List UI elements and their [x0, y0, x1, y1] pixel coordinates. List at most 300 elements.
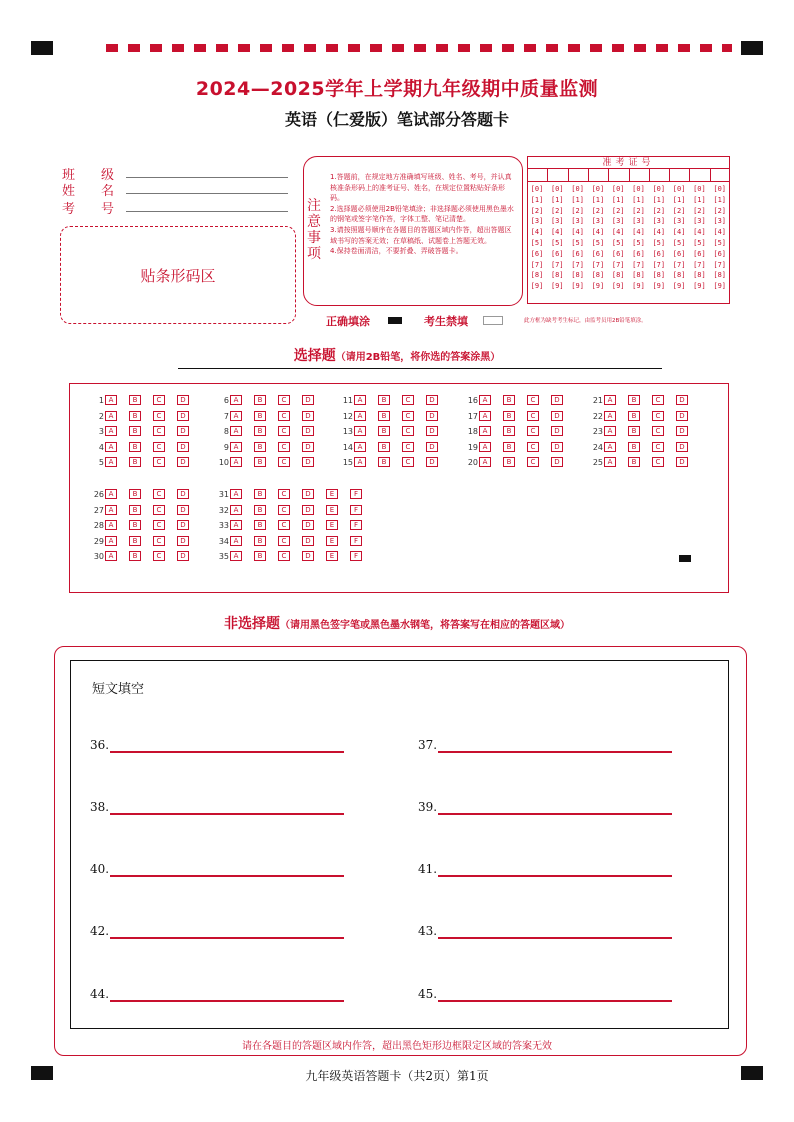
- answer-bubble[interactable]: C: [652, 411, 664, 421]
- answer-line: [438, 813, 672, 815]
- question-number: 19: [467, 442, 478, 452]
- answer-blank[interactable]: [90, 924, 109, 938]
- answer-bubble[interactable]: B: [129, 411, 141, 421]
- admission-digit-bubble[interactable]: [5]: [611, 238, 625, 247]
- answer-bubble[interactable]: B: [378, 457, 390, 467]
- answer-bubble[interactable]: D: [302, 426, 314, 436]
- answer-bubble[interactable]: A: [479, 411, 491, 421]
- answer-bubble[interactable]: E: [326, 489, 338, 499]
- answer-blank[interactable]: [90, 738, 109, 752]
- answer-bubble[interactable]: D: [302, 520, 314, 530]
- admission-column-divider: [689, 169, 690, 182]
- admission-digit-bubble[interactable]: [7]: [713, 260, 727, 269]
- nonchoice-instruction: （请用黑色签字笔或黑色墨水钢笔，将答案写在相应的答题区域）: [280, 620, 570, 631]
- admission-digit-bubble[interactable]: [1]: [571, 195, 584, 204]
- answer-bubble[interactable]: F: [350, 536, 362, 546]
- answer-bubble[interactable]: B: [254, 411, 266, 421]
- answer-bubble[interactable]: A: [230, 457, 242, 467]
- answer-bubble[interactable]: C: [402, 395, 414, 405]
- admission-digit-bubble[interactable]: [8]: [672, 271, 686, 280]
- answer-bubble[interactable]: C: [652, 442, 664, 452]
- admission-digit-bubble[interactable]: [4]: [530, 228, 544, 237]
- answer-bubble[interactable]: C: [402, 411, 414, 421]
- answer-bubble[interactable]: C: [153, 457, 165, 467]
- answer-bubble[interactable]: B: [378, 411, 390, 421]
- answer-bubble[interactable]: F: [350, 489, 362, 499]
- answer-bubble[interactable]: B: [628, 457, 640, 467]
- answer-bubble[interactable]: C: [153, 442, 165, 452]
- admission-digit-bubble[interactable]: [5]: [672, 238, 686, 247]
- blank-number: 39.: [418, 800, 438, 814]
- answer-bubble[interactable]: B: [378, 426, 390, 436]
- answer-bubble[interactable]: A: [230, 505, 242, 515]
- admission-digit-bubble[interactable]: [1]: [693, 195, 706, 204]
- admission-digit-bubble[interactable]: [4]: [652, 228, 666, 237]
- admission-digit-bubble[interactable]: [7]: [611, 260, 625, 269]
- answer-bubble[interactable]: C: [278, 442, 290, 452]
- answer-bubble[interactable]: C: [153, 426, 165, 436]
- answer-bubble[interactable]: D: [302, 442, 314, 452]
- answer-bubble[interactable]: D: [302, 505, 314, 515]
- admission-digit-bubble[interactable]: [5]: [713, 238, 727, 247]
- admission-digit-bubble[interactable]: [0]: [550, 185, 564, 193]
- admission-digit-bubble[interactable]: [6]: [632, 249, 645, 258]
- answer-bubble[interactable]: A: [230, 395, 242, 405]
- admission-digit-bubble[interactable]: [7]: [672, 260, 686, 269]
- answer-bubble[interactable]: B: [503, 426, 515, 436]
- admission-digit-bubble[interactable]: [3]: [632, 217, 645, 226]
- admission-digit-bubble[interactable]: [1]: [672, 195, 686, 204]
- exam-no-label: 考 号: [62, 202, 115, 217]
- answer-bubble[interactable]: C: [278, 489, 290, 499]
- answer-bubble[interactable]: B: [503, 411, 515, 421]
- admission-digit-bubble[interactable]: [0]: [652, 185, 666, 193]
- admission-digit-bubble[interactable]: [6]: [693, 249, 706, 258]
- admission-digit-bubble[interactable]: [5]: [693, 238, 706, 247]
- answer-bubble[interactable]: B: [254, 536, 266, 546]
- admission-digit-bubble[interactable]: [0]: [591, 185, 605, 193]
- question-number: 31: [218, 490, 229, 499]
- admission-digit-bubble[interactable]: [0]: [530, 185, 544, 193]
- admission-digit-bubble[interactable]: [7]: [652, 260, 666, 269]
- admission-digit-bubble[interactable]: [6]: [672, 249, 686, 258]
- admission-digit-bubble[interactable]: [4]: [693, 228, 706, 237]
- answer-bubble[interactable]: C: [652, 457, 664, 467]
- admission-digit-bubble[interactable]: [5]: [550, 238, 564, 247]
- answer-bubble[interactable]: C: [527, 442, 539, 452]
- answer-bubble[interactable]: B: [503, 442, 515, 452]
- admission-digit-bubble[interactable]: [1]: [713, 195, 727, 204]
- admission-digit-bubble[interactable]: [9]: [591, 282, 605, 291]
- answer-bubble[interactable]: D: [177, 489, 189, 499]
- admission-digit-bubble[interactable]: [6]: [611, 249, 625, 258]
- admission-digit-bubble[interactable]: [8]: [591, 271, 605, 280]
- answer-bubble[interactable]: B: [378, 395, 390, 405]
- answer-bubble[interactable]: A: [479, 395, 491, 405]
- admission-digit-bubble[interactable]: [2]: [713, 206, 727, 215]
- admission-digit-bubble[interactable]: [1]: [591, 195, 605, 204]
- answer-bubble[interactable]: A: [230, 489, 242, 499]
- question-number: 20: [467, 458, 478, 467]
- answer-bubble[interactable]: A: [354, 457, 366, 467]
- answer-bubble[interactable]: E: [326, 551, 338, 561]
- answer-bubble[interactable]: A: [230, 411, 242, 421]
- answer-bubble[interactable]: B: [628, 411, 640, 421]
- admission-digit-bubble[interactable]: [9]: [550, 282, 564, 291]
- question-number: 14: [342, 442, 353, 452]
- answer-bubble[interactable]: A: [604, 426, 616, 436]
- answer-bubble[interactable]: C: [652, 426, 664, 436]
- answer-bubble[interactable]: A: [354, 426, 366, 436]
- admission-digit-bubble[interactable]: [6]: [550, 249, 564, 258]
- admission-digit-bubble[interactable]: [1]: [652, 195, 666, 204]
- admission-digit-bubble[interactable]: [1]: [550, 195, 564, 204]
- admission-digit-bubble[interactable]: [2]: [693, 206, 706, 215]
- admission-digit-column: [588, 184, 608, 292]
- question-number: 33: [218, 521, 229, 530]
- answer-blank[interactable]: [90, 987, 109, 1001]
- answer-bubble[interactable]: D: [676, 395, 688, 405]
- answer-bubble[interactable]: B: [254, 457, 266, 467]
- answer-bubble[interactable]: D: [426, 426, 438, 436]
- notice-item: 4.保持卷面清洁，不要折叠、弄破答题卡。: [330, 247, 463, 256]
- answer-bubble[interactable]: D: [676, 411, 688, 421]
- answer-bubble[interactable]: A: [479, 457, 491, 467]
- answer-bubble[interactable]: E: [326, 505, 338, 515]
- admission-digit-bubble[interactable]: [0]: [632, 185, 645, 193]
- answer-blank[interactable]: [418, 987, 437, 1001]
- answer-bubble[interactable]: D: [177, 411, 189, 421]
- admission-digit-bubble[interactable]: [9]: [672, 282, 686, 291]
- nonchoice-section-title: [0, 613, 794, 633]
- admission-digit-bubble[interactable]: [4]: [571, 228, 584, 237]
- answer-bubble[interactable]: D: [302, 489, 314, 499]
- answer-bubble[interactable]: A: [479, 442, 491, 452]
- admission-digit-bubble[interactable]: [2]: [530, 206, 544, 215]
- admission-digit-bubble[interactable]: [6]: [530, 249, 544, 258]
- admission-digit-bubble[interactable]: [4]: [713, 228, 727, 237]
- answer-bubble[interactable]: C: [652, 395, 664, 405]
- admission-digit-bubble[interactable]: [3]: [591, 217, 605, 226]
- answer-bubble[interactable]: B: [254, 505, 266, 515]
- answer-bubble[interactable]: B: [254, 551, 266, 561]
- admission-digit-bubble[interactable]: [9]: [530, 282, 544, 291]
- answer-bubble[interactable]: F: [350, 520, 362, 530]
- answer-bubble[interactable]: A: [604, 395, 616, 405]
- answer-bubble[interactable]: D: [177, 426, 189, 436]
- answer-blank[interactable]: [418, 738, 437, 752]
- admission-digit-bubble[interactable]: [3]: [611, 217, 625, 226]
- answer-bubble[interactable]: B: [129, 536, 141, 546]
- admission-digit-bubble[interactable]: [9]: [693, 282, 706, 291]
- answer-bubble[interactable]: A: [105, 489, 117, 499]
- answer-bubble[interactable]: B: [129, 426, 141, 436]
- answer-bubble[interactable]: D: [551, 442, 563, 452]
- absent-mark-box[interactable]: [483, 316, 503, 325]
- admission-digit-bubble[interactable]: [9]: [571, 282, 584, 291]
- class-label: 班 级: [62, 168, 115, 183]
- admission-digit-bubble[interactable]: [6]: [571, 249, 584, 258]
- admission-digit-bubble[interactable]: [1]: [632, 195, 645, 204]
- answer-bubble[interactable]: B: [129, 505, 141, 515]
- admission-digit-bubble[interactable]: [7]: [632, 260, 645, 269]
- answer-bubble[interactable]: C: [153, 489, 165, 499]
- answer-bubble[interactable]: D: [426, 411, 438, 421]
- admission-digit-bubble[interactable]: [8]: [713, 271, 727, 280]
- admission-column-divider: [608, 169, 609, 182]
- answer-bubble[interactable]: B: [129, 489, 141, 499]
- answer-bubble[interactable]: D: [177, 442, 189, 452]
- admission-digit-bubble[interactable]: [4]: [550, 228, 564, 237]
- answer-blank[interactable]: [418, 924, 437, 938]
- admission-digit-bubble[interactable]: [3]: [530, 217, 544, 226]
- answer-bubble[interactable]: B: [254, 489, 266, 499]
- admission-digit-bubble[interactable]: [5]: [571, 238, 584, 247]
- answer-bubble[interactable]: D: [676, 442, 688, 452]
- answer-line: [438, 1000, 672, 1002]
- answer-bubble[interactable]: A: [604, 411, 616, 421]
- answer-bubble[interactable]: E: [326, 520, 338, 530]
- answer-bubble[interactable]: C: [527, 426, 539, 436]
- admission-digit-bubble[interactable]: [8]: [530, 271, 544, 280]
- answer-bubble[interactable]: C: [153, 551, 165, 561]
- answer-blank[interactable]: [90, 862, 109, 876]
- admission-digit-bubble[interactable]: [8]: [632, 271, 645, 280]
- admission-digit-bubble[interactable]: [7]: [550, 260, 564, 269]
- answer-blank[interactable]: [418, 800, 437, 814]
- admission-digit-bubble[interactable]: [6]: [591, 249, 605, 258]
- answer-bubble[interactable]: B: [378, 442, 390, 452]
- answer-bubble[interactable]: D: [426, 442, 438, 452]
- answer-bubble[interactable]: C: [153, 520, 165, 530]
- answer-bubble[interactable]: C: [278, 536, 290, 546]
- admission-digit-bubble[interactable]: [3]: [550, 217, 564, 226]
- answer-bubble[interactable]: C: [527, 411, 539, 421]
- answer-bubble[interactable]: D: [551, 411, 563, 421]
- admission-digit-bubble[interactable]: [6]: [713, 249, 727, 258]
- question-number: 5: [98, 458, 104, 467]
- answer-bubble[interactable]: A: [230, 426, 242, 436]
- admission-digit-column: [608, 184, 628, 292]
- answer-line: [110, 1000, 344, 1002]
- answer-bubble[interactable]: B: [628, 395, 640, 405]
- answer-bubble[interactable]: B: [129, 395, 141, 405]
- admission-digit-bubble[interactable]: [0]: [693, 185, 706, 193]
- answer-bubble[interactable]: D: [302, 457, 314, 467]
- admission-digit-bubble[interactable]: [4]: [632, 228, 645, 237]
- question-number: 10: [218, 458, 229, 467]
- admission-digit-bubble[interactable]: [0]: [672, 185, 686, 193]
- admission-digit-bubble[interactable]: [2]: [591, 206, 605, 215]
- admission-digit-bubble[interactable]: [5]: [530, 238, 544, 247]
- admission-digit-bubble[interactable]: [0]: [713, 185, 727, 193]
- answer-bubble[interactable]: C: [278, 520, 290, 530]
- answer-bubble[interactable]: C: [278, 505, 290, 515]
- answer-bubble[interactable]: A: [479, 426, 491, 436]
- admission-digit-bubble[interactable]: [0]: [571, 185, 584, 193]
- admission-digit-bubble[interactable]: [1]: [611, 195, 625, 204]
- admission-digit-bubble[interactable]: [9]: [611, 282, 625, 291]
- admission-digit-bubble[interactable]: [9]: [632, 282, 645, 291]
- answer-bubble[interactable]: D: [302, 395, 314, 405]
- answer-bubble[interactable]: D: [177, 536, 189, 546]
- answer-bubble[interactable]: B: [503, 457, 515, 467]
- answer-blank[interactable]: [418, 862, 437, 876]
- answer-bubble[interactable]: D: [551, 395, 563, 405]
- question-number: 16: [467, 396, 478, 405]
- admission-digit-bubble[interactable]: [2]: [550, 206, 564, 215]
- admission-digit-bubble[interactable]: [2]: [632, 206, 645, 215]
- admission-digit-bubble[interactable]: [2]: [652, 206, 666, 215]
- answer-bubble[interactable]: A: [354, 442, 366, 452]
- answer-bubble[interactable]: B: [254, 426, 266, 436]
- answer-bubble[interactable]: C: [402, 457, 414, 467]
- admission-digit-bubble[interactable]: [3]: [652, 217, 666, 226]
- answer-bubble[interactable]: A: [230, 551, 242, 561]
- admission-digit-bubble[interactable]: [6]: [652, 249, 666, 258]
- answer-bubble[interactable]: C: [153, 536, 165, 546]
- blank-number: 42.: [90, 924, 110, 938]
- admission-digit-column: [710, 184, 730, 292]
- answer-bubble[interactable]: A: [105, 426, 117, 436]
- answer-blank[interactable]: [90, 800, 109, 814]
- answer-bubble[interactable]: C: [278, 551, 290, 561]
- answer-bubble[interactable]: A: [354, 411, 366, 421]
- answer-bubble[interactable]: A: [105, 505, 117, 515]
- admission-digit-bubble[interactable]: [8]: [550, 271, 564, 280]
- answer-bubble[interactable]: C: [278, 426, 290, 436]
- answer-bubble[interactable]: B: [254, 520, 266, 530]
- answer-bubble[interactable]: C: [402, 442, 414, 452]
- answer-bubble[interactable]: B: [503, 395, 515, 405]
- admission-digit-bubble[interactable]: [3]: [693, 217, 706, 226]
- answer-bubble[interactable]: A: [604, 442, 616, 452]
- admission-digit-bubble[interactable]: [7]: [530, 260, 544, 269]
- answer-bubble[interactable]: D: [177, 520, 189, 530]
- answer-bubble[interactable]: C: [278, 395, 290, 405]
- admission-digit-bubble[interactable]: [5]: [652, 238, 666, 247]
- answer-bubble[interactable]: A: [105, 536, 117, 546]
- admission-digit-bubble[interactable]: [7]: [693, 260, 706, 269]
- answer-bubble[interactable]: B: [129, 442, 141, 452]
- admission-digit-bubble[interactable]: [4]: [672, 228, 686, 237]
- answer-bubble[interactable]: D: [551, 457, 563, 467]
- admission-digit-bubble[interactable]: [5]: [632, 238, 645, 247]
- admission-digit-bubble[interactable]: [3]: [672, 217, 686, 226]
- answer-bubble[interactable]: A: [230, 520, 242, 530]
- admission-digit-bubble[interactable]: [4]: [611, 228, 625, 237]
- answer-bubble[interactable]: D: [302, 551, 314, 561]
- answer-bubble[interactable]: D: [177, 505, 189, 515]
- admission-digit-bubble[interactable]: [1]: [530, 195, 544, 204]
- answer-bubble[interactable]: D: [302, 411, 314, 421]
- admission-digit-bubble[interactable]: [2]: [672, 206, 686, 215]
- question-number: 13: [342, 427, 353, 436]
- answer-bubble[interactable]: D: [551, 426, 563, 436]
- admission-digit-bubble[interactable]: [2]: [611, 206, 625, 215]
- admission-digit-bubble[interactable]: [5]: [591, 238, 605, 247]
- admission-digit-column: [629, 184, 649, 292]
- answer-bubble[interactable]: A: [105, 395, 117, 405]
- answer-bubble[interactable]: A: [354, 395, 366, 405]
- answer-bubble[interactable]: F: [350, 505, 362, 515]
- question-number: 15: [342, 458, 353, 467]
- notice-text: [330, 172, 518, 257]
- answer-bubble[interactable]: B: [628, 442, 640, 452]
- admission-digit-bubble[interactable]: [8]: [571, 271, 584, 280]
- blank-number: 37.: [418, 738, 438, 752]
- admission-digit-bubble[interactable]: [7]: [591, 260, 605, 269]
- admission-digit-bubble[interactable]: [0]: [611, 185, 625, 193]
- admission-digit-bubble[interactable]: [8]: [611, 271, 625, 280]
- exam-no-field[interactable]: [62, 198, 124, 217]
- answer-bubble[interactable]: B: [129, 551, 141, 561]
- answer-bubble[interactable]: F: [350, 551, 362, 561]
- admission-digit-bubble[interactable]: [8]: [652, 271, 666, 280]
- admission-digit-column: [527, 184, 547, 292]
- answer-bubble[interactable]: C: [278, 457, 290, 467]
- answer-bubble[interactable]: C: [402, 426, 414, 436]
- answer-bubble[interactable]: D: [676, 426, 688, 436]
- admission-digit-bubble[interactable]: [9]: [713, 282, 727, 291]
- answer-bubble[interactable]: A: [105, 411, 117, 421]
- admission-column-divider: [547, 169, 548, 182]
- answer-bubble[interactable]: D: [177, 395, 189, 405]
- admission-digit-bubble[interactable]: [7]: [571, 260, 584, 269]
- answer-bubble[interactable]: D: [177, 551, 189, 561]
- answer-bubble[interactable]: C: [153, 395, 165, 405]
- answer-bubble[interactable]: D: [177, 457, 189, 467]
- answer-bubble[interactable]: D: [426, 395, 438, 405]
- answer-bubble[interactable]: A: [105, 457, 117, 467]
- name-field[interactable]: [62, 180, 124, 199]
- question-number: 22: [592, 411, 603, 421]
- answer-bubble[interactable]: A: [230, 536, 242, 546]
- blank-number: 44.: [90, 987, 110, 1001]
- answer-bubble[interactable]: B: [129, 520, 141, 530]
- answer-bubble[interactable]: A: [105, 442, 117, 452]
- answer-bubble[interactable]: C: [527, 457, 539, 467]
- answer-bubble[interactable]: A: [105, 520, 117, 530]
- answer-bubble[interactable]: D: [426, 457, 438, 467]
- positioning-block: [679, 555, 691, 562]
- question-number: 35: [218, 552, 229, 561]
- answer-bubble[interactable]: C: [153, 505, 165, 515]
- answer-line: [110, 875, 344, 877]
- admission-digit-bubble[interactable]: [8]: [693, 271, 706, 280]
- answer-bubble[interactable]: A: [604, 457, 616, 467]
- answer-bubble[interactable]: B: [628, 426, 640, 436]
- answer-bubble[interactable]: D: [676, 457, 688, 467]
- answer-bubble[interactable]: B: [254, 442, 266, 452]
- answer-bubble[interactable]: C: [153, 411, 165, 421]
- answer-line: [438, 875, 672, 877]
- answer-bubble[interactable]: D: [302, 536, 314, 546]
- answer-bubble[interactable]: B: [129, 457, 141, 467]
- answer-bubble[interactable]: E: [326, 536, 338, 546]
- answer-bubble[interactable]: C: [527, 395, 539, 405]
- answer-bubble[interactable]: C: [278, 411, 290, 421]
- answer-bubble[interactable]: A: [230, 442, 242, 452]
- admission-digit-bubble[interactable]: [9]: [652, 282, 666, 291]
- admission-digit-bubble[interactable]: [2]: [571, 206, 584, 215]
- answer-bubble[interactable]: A: [105, 551, 117, 561]
- answer-bubble[interactable]: B: [254, 395, 266, 405]
- admission-digit-bubble[interactable]: [4]: [591, 228, 605, 237]
- question-number: 34: [218, 536, 229, 546]
- admission-digit-bubble[interactable]: [3]: [571, 217, 584, 226]
- admission-digit-bubble[interactable]: [3]: [713, 217, 727, 226]
